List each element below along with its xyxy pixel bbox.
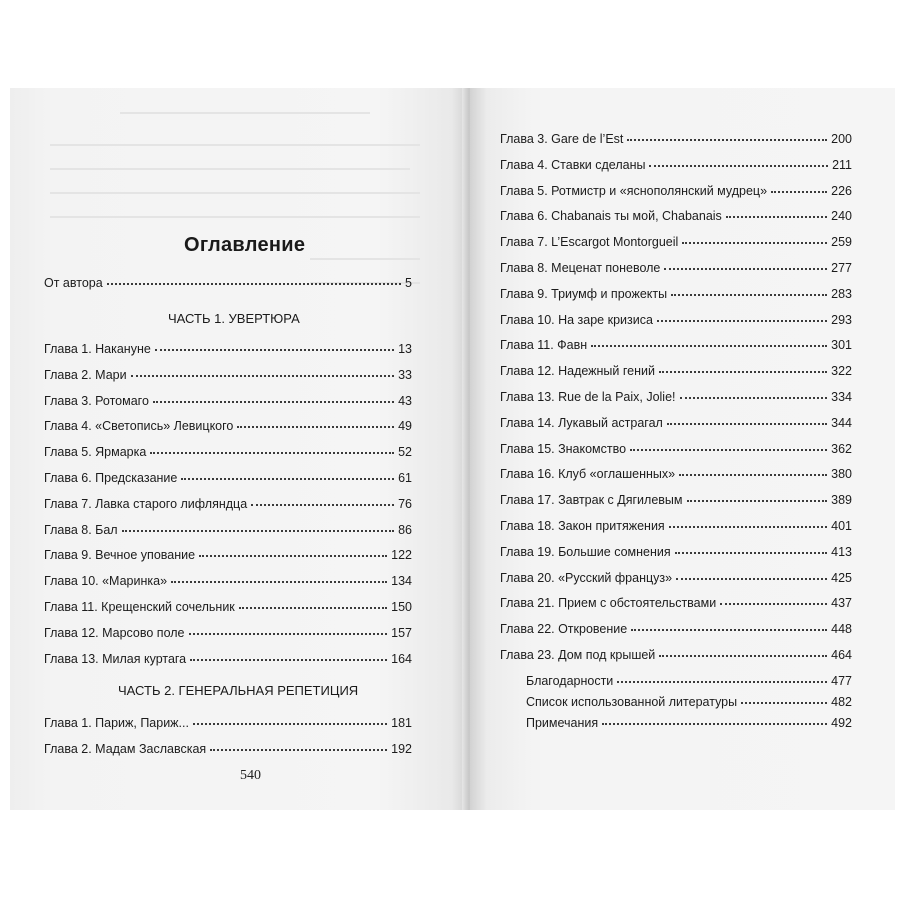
page-number: 540 [240, 768, 261, 783]
dot-leader [199, 554, 387, 557]
part-1-heading: ЧАСТЬ 1. УВЕРТЮРА [168, 311, 300, 326]
toc-entry[interactable] [526, 695, 852, 709]
dot-leader [131, 374, 395, 377]
toc-entry[interactable] [500, 622, 852, 636]
entry-label: Глава 10. «Маринка» [44, 574, 168, 589]
entry-label: Глава 3. Ротомаго [44, 393, 149, 408]
dot-leader [181, 477, 394, 480]
entry-label: Глава 11. Фавн [500, 338, 588, 353]
dot-leader [682, 241, 827, 244]
toc-entry[interactable] [500, 493, 852, 507]
toc-entry[interactable] [500, 571, 852, 585]
toc-entry[interactable] [500, 519, 852, 533]
dot-leader [171, 580, 387, 583]
bleed-through-line [50, 216, 420, 218]
entry-label: Глава 20. «Русский француз» [500, 570, 673, 585]
dot-leader [107, 282, 401, 285]
entry-page: 61 [398, 471, 412, 485]
toc-entry[interactable] [500, 132, 852, 146]
toc-entry-intro[interactable] [44, 276, 412, 290]
part-2-heading: ЧАСТЬ 2. ГЕНЕРАЛЬНАЯ РЕПЕТИЦИЯ [118, 683, 359, 698]
entry-label: Глава 11. Крещенский сочельник [44, 600, 235, 614]
entry-page: 86 [398, 522, 412, 537]
toc-entry[interactable] [44, 342, 412, 356]
dot-leader [630, 448, 827, 451]
entry-page: 52 [398, 445, 412, 460]
toc-entry[interactable] [500, 467, 852, 481]
entry-label: Глава 4. Ставки сделаны [500, 157, 646, 172]
entry-page: 492 [831, 716, 852, 730]
toc-entry[interactable] [44, 368, 412, 382]
dot-leader [591, 344, 827, 347]
entry-page: 293 [831, 312, 852, 327]
entry-label: Глава 7. Лавка старого лифляндца [44, 496, 248, 511]
entry-page: 482 [831, 695, 852, 709]
entry-page: 157 [391, 625, 412, 640]
entry-page: 448 [831, 622, 852, 637]
dot-leader [631, 628, 827, 631]
toc-entry[interactable] [526, 716, 852, 730]
entry-label: Глава 1. Накануне [44, 342, 151, 356]
entry-page: 344 [831, 415, 852, 430]
toc-entry[interactable] [44, 471, 412, 485]
toc-title: Оглавление [184, 234, 306, 256]
right-page [470, 88, 895, 810]
toc-entry[interactable] [44, 626, 412, 640]
toc-entry[interactable] [500, 390, 852, 404]
entry-label: Глава 3. Gare de l’Est [500, 132, 624, 146]
entry-label: Глава 21. Прием с обстоятельствами [500, 596, 717, 611]
entry-page: 389 [831, 493, 852, 508]
dot-leader [667, 422, 827, 425]
entry-label: Глава 9. Триумф и прожекты [500, 286, 668, 301]
dot-leader [659, 654, 827, 657]
toc-entry[interactable] [44, 716, 412, 730]
entry-page: 226 [831, 183, 852, 198]
dot-leader [720, 602, 827, 605]
toc-entry[interactable] [500, 596, 852, 610]
toc-entry[interactable] [500, 261, 852, 275]
toc-entry[interactable] [44, 742, 412, 756]
toc-entry[interactable] [44, 574, 412, 588]
dot-leader [671, 293, 827, 296]
entry-page: 464 [831, 648, 852, 662]
dot-leader [193, 722, 387, 725]
bleed-through-line [50, 144, 420, 146]
toc-entry[interactable] [500, 235, 852, 249]
entry-page: 200 [831, 132, 852, 146]
entry-label: Глава 8. Меценат поневоле [500, 261, 661, 275]
entry-label: Глава 18. Закон притяжения [500, 519, 665, 533]
entry-label: Глава 8. Бал [44, 522, 118, 537]
entry-page: 334 [831, 390, 852, 404]
toc-entry[interactable] [500, 184, 852, 198]
bleed-through-line [50, 168, 410, 170]
entry-label: Глава 14. Лукавый астрагал [500, 415, 663, 430]
entry-page: 49 [398, 419, 412, 434]
entry-page: 181 [391, 716, 412, 730]
entry-page: 413 [831, 544, 852, 559]
entry-page: 301 [831, 338, 852, 353]
toc-entry[interactable] [500, 158, 852, 172]
dot-leader [726, 215, 827, 218]
entry-page: 240 [831, 209, 852, 224]
dot-leader [741, 701, 827, 704]
entry-page: 277 [831, 261, 852, 275]
toc-entry[interactable] [44, 445, 412, 459]
entry-page: 259 [831, 235, 852, 250]
entry-label: Глава 7. L’Escargot Montorgueil [500, 235, 679, 250]
dot-leader [155, 348, 394, 351]
entry-page: 322 [831, 364, 852, 379]
dot-leader [679, 473, 827, 476]
entry-label: Глава 5. Ротмистр и «яснополянский мудрец» [500, 183, 768, 198]
bleed-through-line [310, 258, 420, 260]
dot-leader [602, 722, 827, 725]
entry-page: 425 [831, 570, 852, 585]
left-page [10, 88, 470, 810]
entry-label: Глава 5. Ярмарка [44, 445, 147, 460]
dot-leader [771, 190, 827, 193]
toc-entry[interactable] [500, 545, 852, 559]
entry-label: Глава 23. Дом под крышей [500, 648, 656, 662]
entry-page: 362 [831, 441, 852, 456]
entry-label: Глава 15. Знакомство [500, 441, 627, 456]
entry-label: Глава 12. Марсово поле [44, 625, 185, 640]
entry-page: 164 [391, 651, 412, 666]
dot-leader [675, 551, 827, 554]
toc-entry[interactable] [44, 394, 412, 408]
entry-label: Глава 13. Милая куртага [44, 651, 187, 666]
toc-entry[interactable] [44, 497, 412, 511]
entry-page: 43 [398, 393, 412, 408]
entry-label: Примечания [526, 716, 599, 730]
dot-leader [251, 503, 394, 506]
entry-page: 122 [391, 548, 412, 563]
book-spread [0, 88, 900, 810]
dot-leader [669, 525, 827, 528]
toc-entry[interactable] [500, 442, 852, 456]
entry-label: Глава 1. Париж, Париж... [44, 716, 189, 730]
dot-leader [210, 748, 387, 751]
entry-page: 192 [391, 741, 412, 756]
entry-label: Глава 4. «Светопись» Левицкого [44, 419, 234, 434]
entry-label: Глава 19. Большие сомнения [500, 544, 671, 559]
toc-entry[interactable] [500, 313, 852, 327]
toc-entry[interactable] [500, 648, 852, 662]
dot-leader [617, 680, 827, 683]
toc-entry[interactable] [500, 364, 852, 378]
dot-leader [122, 529, 395, 532]
toc-entry[interactable] [44, 600, 412, 614]
toc-entry[interactable] [44, 419, 412, 433]
bleed-through-line [50, 192, 420, 194]
entry-page: 401 [831, 519, 852, 533]
entry-label: Глава 12. Надежный гений [500, 364, 655, 379]
toc-entry[interactable] [44, 652, 412, 666]
dot-leader [190, 658, 387, 661]
toc-entry[interactable] [500, 338, 852, 352]
dot-leader [680, 396, 828, 399]
entry-label: Глава 10. На заре кризиса [500, 312, 653, 327]
bleed-through-line [120, 112, 370, 114]
dot-leader [649, 164, 828, 167]
dot-leader [657, 319, 827, 322]
dot-leader [687, 499, 828, 502]
entry-label: Глава 22. Откровение [500, 622, 628, 637]
entry-label: Глава 6. Предсказание [44, 471, 178, 485]
entry-page: 380 [831, 467, 852, 482]
entry-label: Глава 16. Клуб «оглашенных» [500, 467, 676, 482]
entry-page: 76 [398, 496, 412, 511]
dot-leader [676, 577, 827, 580]
dot-leader [189, 632, 388, 635]
toc-entry[interactable] [44, 523, 412, 537]
toc-entry[interactable] [44, 548, 412, 562]
entry-label: Список использованной литературы [526, 695, 738, 709]
dot-leader [237, 425, 394, 428]
entry-label: Глава 9. Вечное упование [44, 548, 196, 563]
entry-label: Глава 2. Мари [44, 367, 127, 382]
entry-page: 283 [831, 286, 852, 301]
dot-leader [659, 370, 827, 373]
entry-page: 33 [398, 367, 412, 382]
entry-label: От автора [44, 276, 103, 290]
dot-leader [239, 606, 387, 609]
toc-entry[interactable] [500, 209, 852, 223]
toc-entry[interactable] [526, 674, 852, 688]
entry-page: 134 [391, 574, 412, 589]
entry-page: 477 [831, 674, 852, 688]
entry-label: Глава 2. Мадам Заславская [44, 741, 207, 756]
entry-page: 13 [398, 342, 412, 356]
dot-leader [664, 267, 827, 270]
dot-leader [150, 451, 394, 454]
toc-entry[interactable] [500, 416, 852, 430]
dot-leader [153, 400, 394, 403]
entry-label: Глава 6. Chabanais ты мой, Chabanais [500, 209, 722, 224]
entry-label: Глава 17. Завтрак с Дягилевым [500, 493, 683, 508]
entry-page: 150 [391, 600, 412, 614]
entry-label: Благодарности [526, 674, 614, 688]
entry-page: 437 [831, 596, 852, 611]
entry-page: 211 [832, 157, 852, 172]
entry-label: Глава 13. Rue de la Paix, Jolie! [500, 390, 676, 404]
toc-entry[interactable] [500, 287, 852, 301]
dot-leader [627, 138, 827, 141]
entry-page: 5 [405, 276, 412, 290]
